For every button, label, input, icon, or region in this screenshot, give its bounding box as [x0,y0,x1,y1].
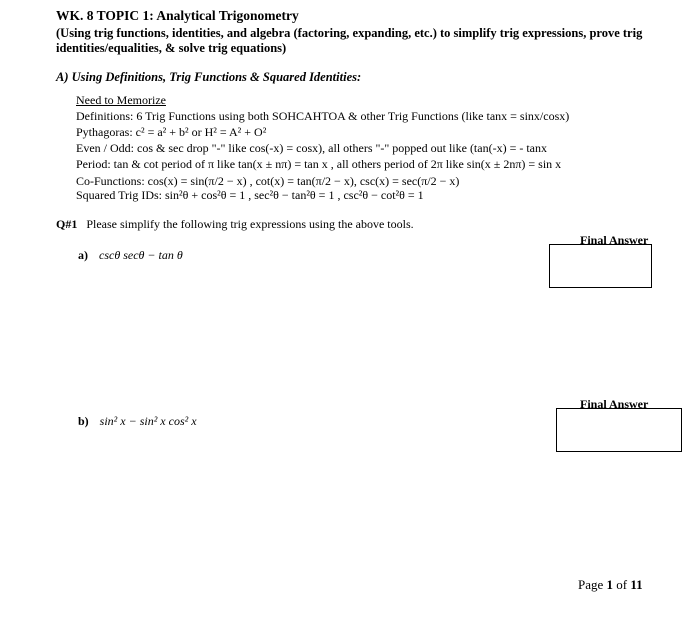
question-1 [56,217,414,232]
question-prompt: Please simplify the following trig expressions using the above tools. [86,217,414,231]
page-number [578,577,643,593]
cofunctions-line: Co-Functions: cos(x) = sin(π/2 − x) , cot(x) = tan(π/2 − x), csc(x) = sec(π/2 − x) [76,174,460,188]
memorize-heading: Need to Memorize [76,93,166,107]
question-number: Q#1 [56,217,78,231]
part-b-expression: sin² x − sin² x cos² x [99,414,197,428]
final-answer-label-a: Final Answer [580,233,649,247]
part-a-label: a) [78,248,88,262]
part-b-label: b) [78,414,89,428]
definitions-line: Definitions: 6 Trig Functions using both SOHCAHTOA & other Trig Functions (like tanx = sinx/cosx) [76,109,570,123]
period-line: Period: tan & cot period of π like tan(x ± nπ) = tan x , all others period of 2π like sin(x ± 2nπ) = sin x [76,157,562,171]
page-of: of [616,577,628,592]
final-answer-box-b[interactable] [556,408,682,452]
page-prefix: Page [578,577,604,592]
final-answer-label-b: Final Answer [580,397,649,411]
part-b [78,414,197,429]
squared-ids-line: Squared Trig IDs: sin²θ + cos²θ = 1 , sec²θ − tan²θ = 1 , csc²θ − cot²θ = 1 [76,188,424,202]
page-subtitle: (Using trig functions, identities, and algebra (factoring, expanding, etc.) to simplify trig expressions, prove trig identities/equalities, & solve trig equations) [56,26,643,55]
even-odd-line: Even / Odd: cos & sec drop "-" like cos(-x) = cosx), all others "-" popped out like (tan(-x) = - tanx [76,141,548,155]
page-total: 11 [630,577,643,592]
page-current: 1 [606,577,614,592]
pythagoras-line: Pythagoras: c² = a² + b² or H² = A² + O² [76,125,267,139]
section-a-heading: A) Using Definitions, Trig Functions & Squared Identities: [56,70,362,84]
page-title: WK. 8 TOPIC 1: Analytical Trigonometry [56,8,299,23]
final-answer-box-a[interactable] [549,244,652,288]
part-a-expression: cscθ secθ − tan θ [99,248,183,262]
part-a [78,248,183,263]
